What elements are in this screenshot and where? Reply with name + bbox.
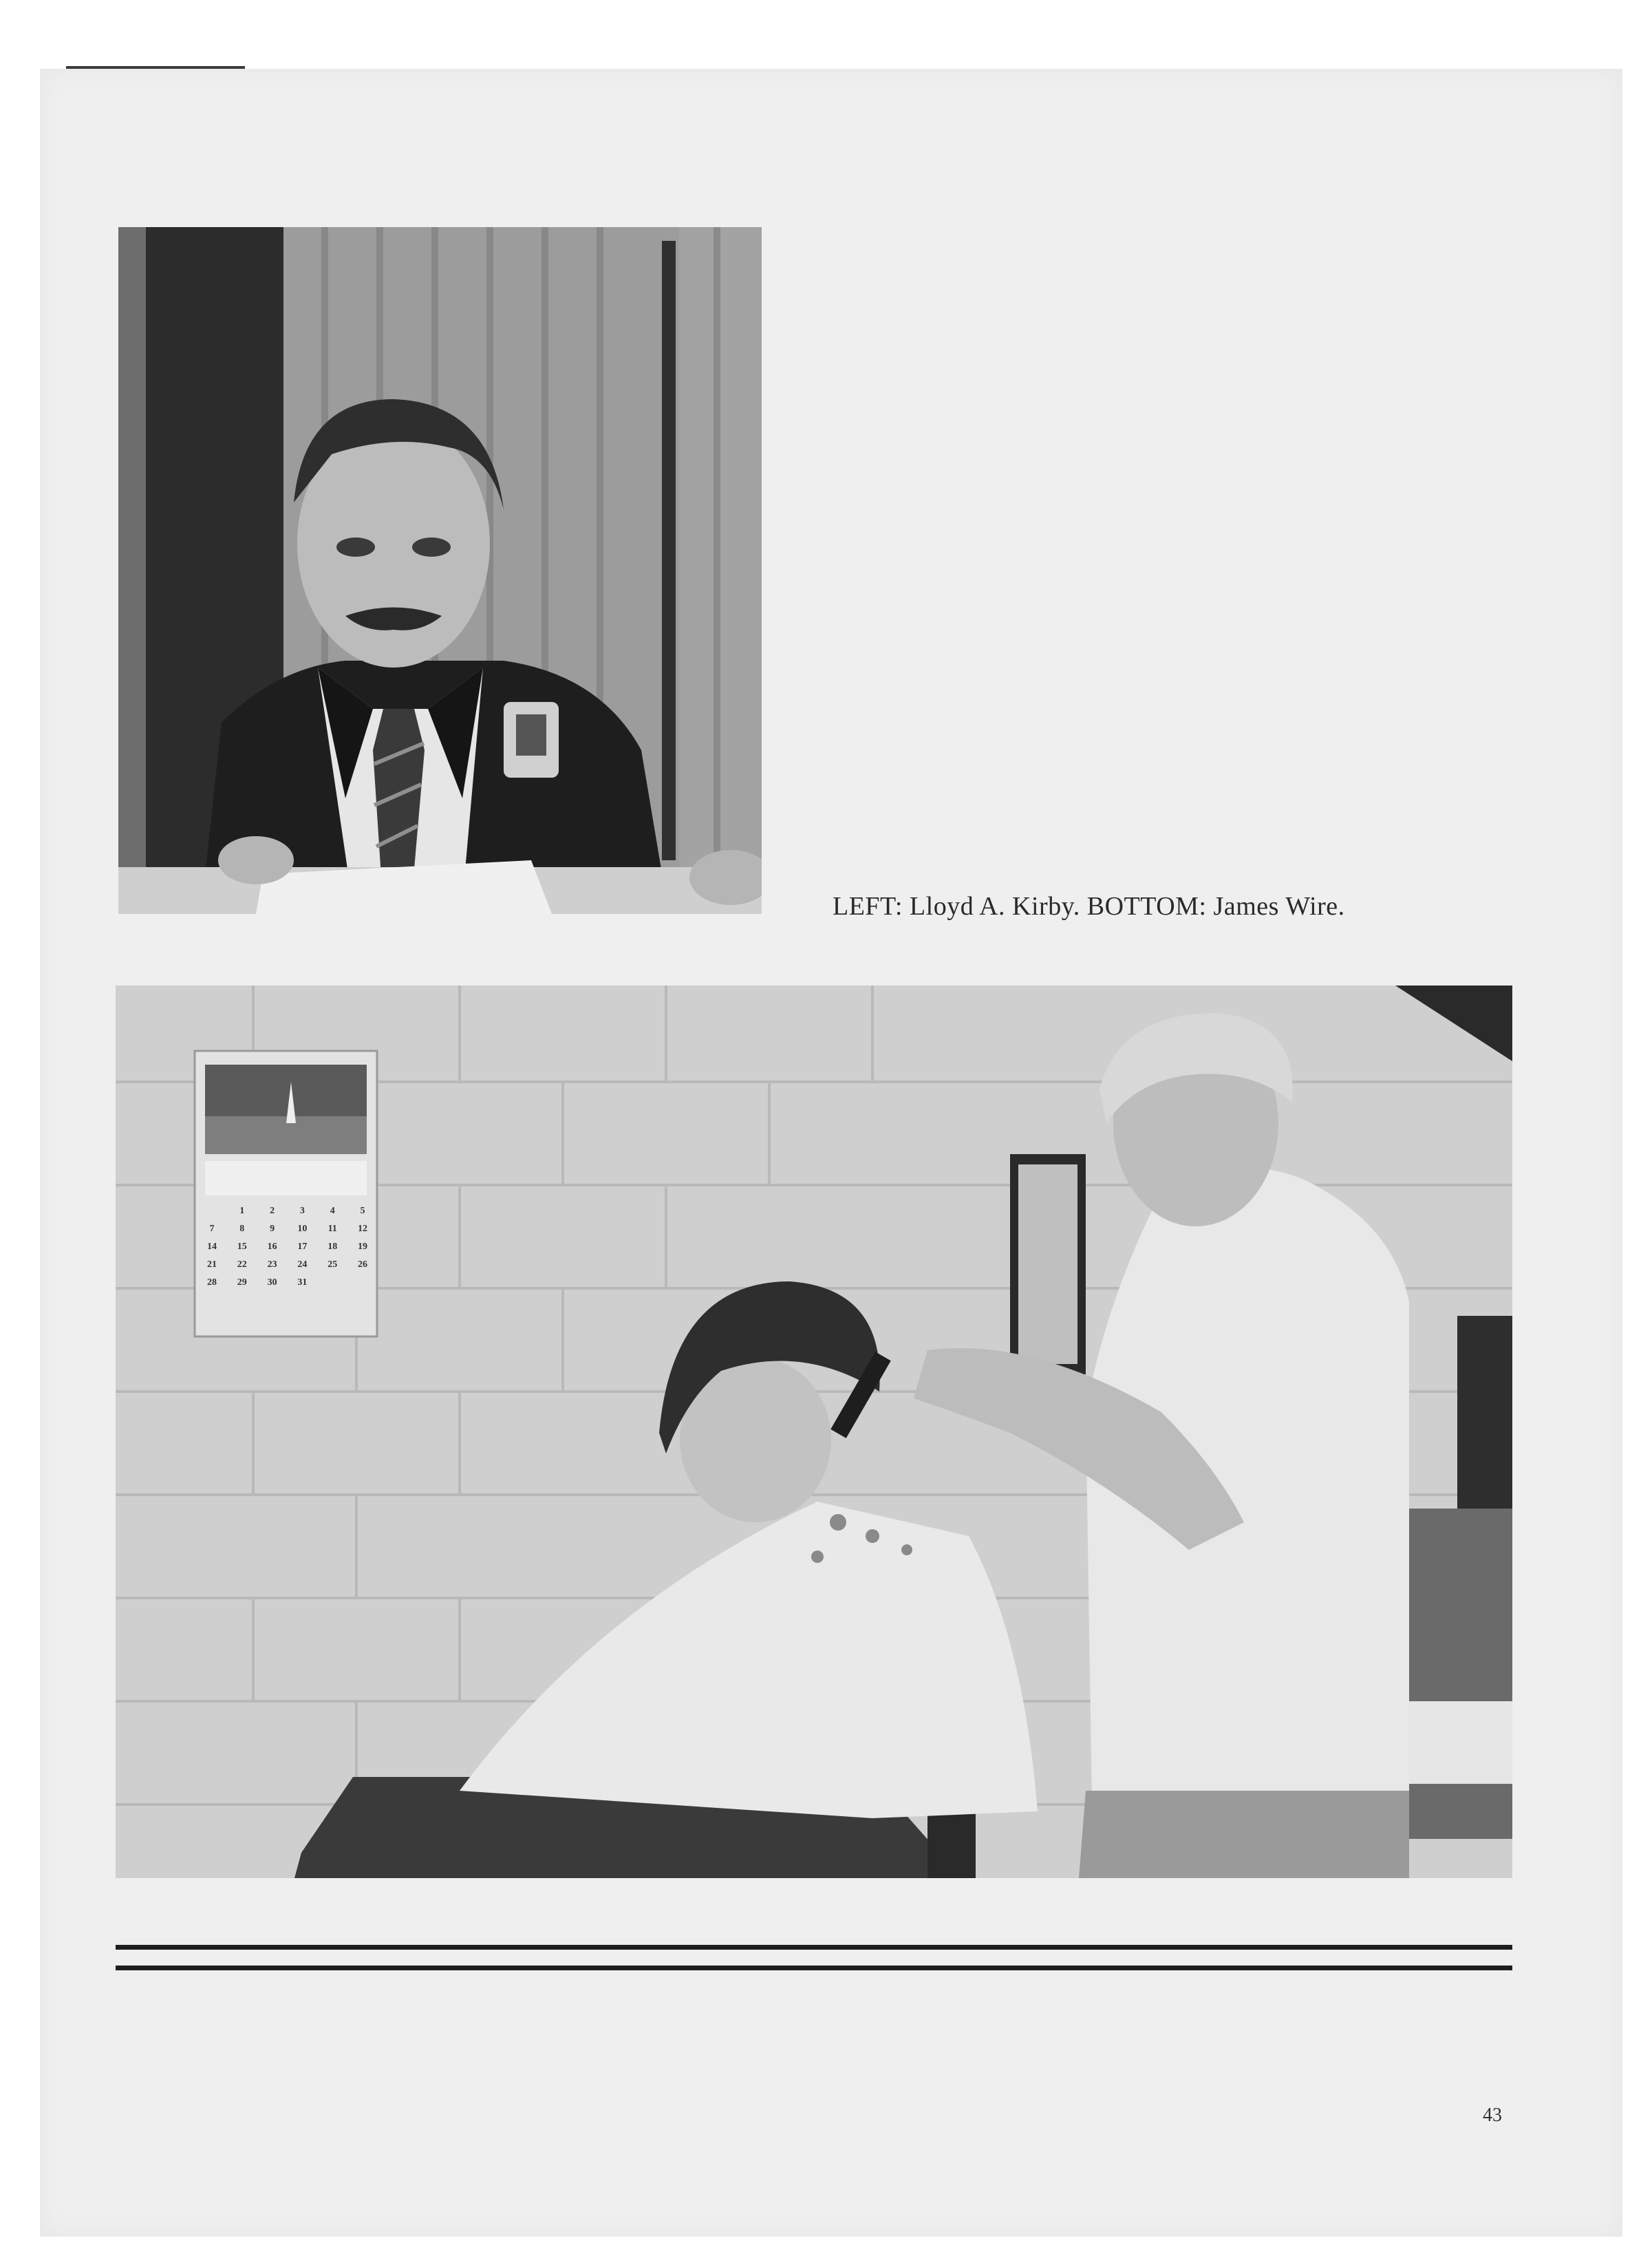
- calendar-day: 26: [357, 1259, 367, 1270]
- calendar-day: [320, 1277, 345, 1295]
- calendar-day: 12: [357, 1224, 367, 1234]
- portrait-photo: [118, 227, 762, 914]
- calendar-day: 5: [360, 1206, 365, 1216]
- barbershop-photo: [116, 986, 1512, 1878]
- calendar-day: 11: [328, 1224, 337, 1234]
- calendar-day: 31: [297, 1277, 308, 1288]
- calendar-row: [200, 1206, 375, 1224]
- calendar-day: 10: [297, 1224, 308, 1234]
- calendar-day: 22: [237, 1259, 247, 1270]
- calendar-day: 3: [299, 1206, 305, 1216]
- calendar-day: 8: [239, 1224, 245, 1234]
- photo-caption: LEFT: Lloyd A. Kirby. BOTTOM: James Wire.: [833, 892, 1345, 921]
- divider-rule-upper: [116, 1945, 1512, 1950]
- calendar-day: 18: [328, 1242, 338, 1252]
- calendar-day: 16: [267, 1242, 277, 1252]
- calendar-day: 25: [328, 1259, 338, 1270]
- calendar-day: 19: [357, 1242, 367, 1252]
- calendar-day: 14: [207, 1242, 217, 1252]
- calendar-day: [350, 1277, 375, 1295]
- calendar-day: 24: [297, 1259, 308, 1270]
- calendar-grid: [200, 1206, 375, 1295]
- calendar-day: 1: [239, 1206, 245, 1216]
- calendar-row: [200, 1224, 375, 1242]
- calendar-day: 2: [270, 1206, 275, 1216]
- calendar-row: [200, 1259, 375, 1277]
- calendar-day: [200, 1206, 224, 1224]
- calendar-day: 21: [207, 1259, 217, 1270]
- page-number: 43: [1483, 2105, 1502, 2126]
- divider-rule-lower: [116, 1966, 1512, 1970]
- calendar-day: 15: [237, 1242, 247, 1252]
- calendar-day: 4: [330, 1206, 335, 1216]
- calendar-day: 9: [270, 1224, 275, 1234]
- calendar-row: [200, 1242, 375, 1259]
- calendar-day: 28: [207, 1277, 217, 1288]
- calendar-day: 30: [267, 1277, 277, 1288]
- calendar-day: 17: [297, 1242, 308, 1252]
- calendar-day: 29: [237, 1277, 247, 1288]
- calendar-day: 23: [267, 1259, 277, 1270]
- calendar-day: 7: [209, 1224, 215, 1234]
- calendar-row: [200, 1277, 375, 1295]
